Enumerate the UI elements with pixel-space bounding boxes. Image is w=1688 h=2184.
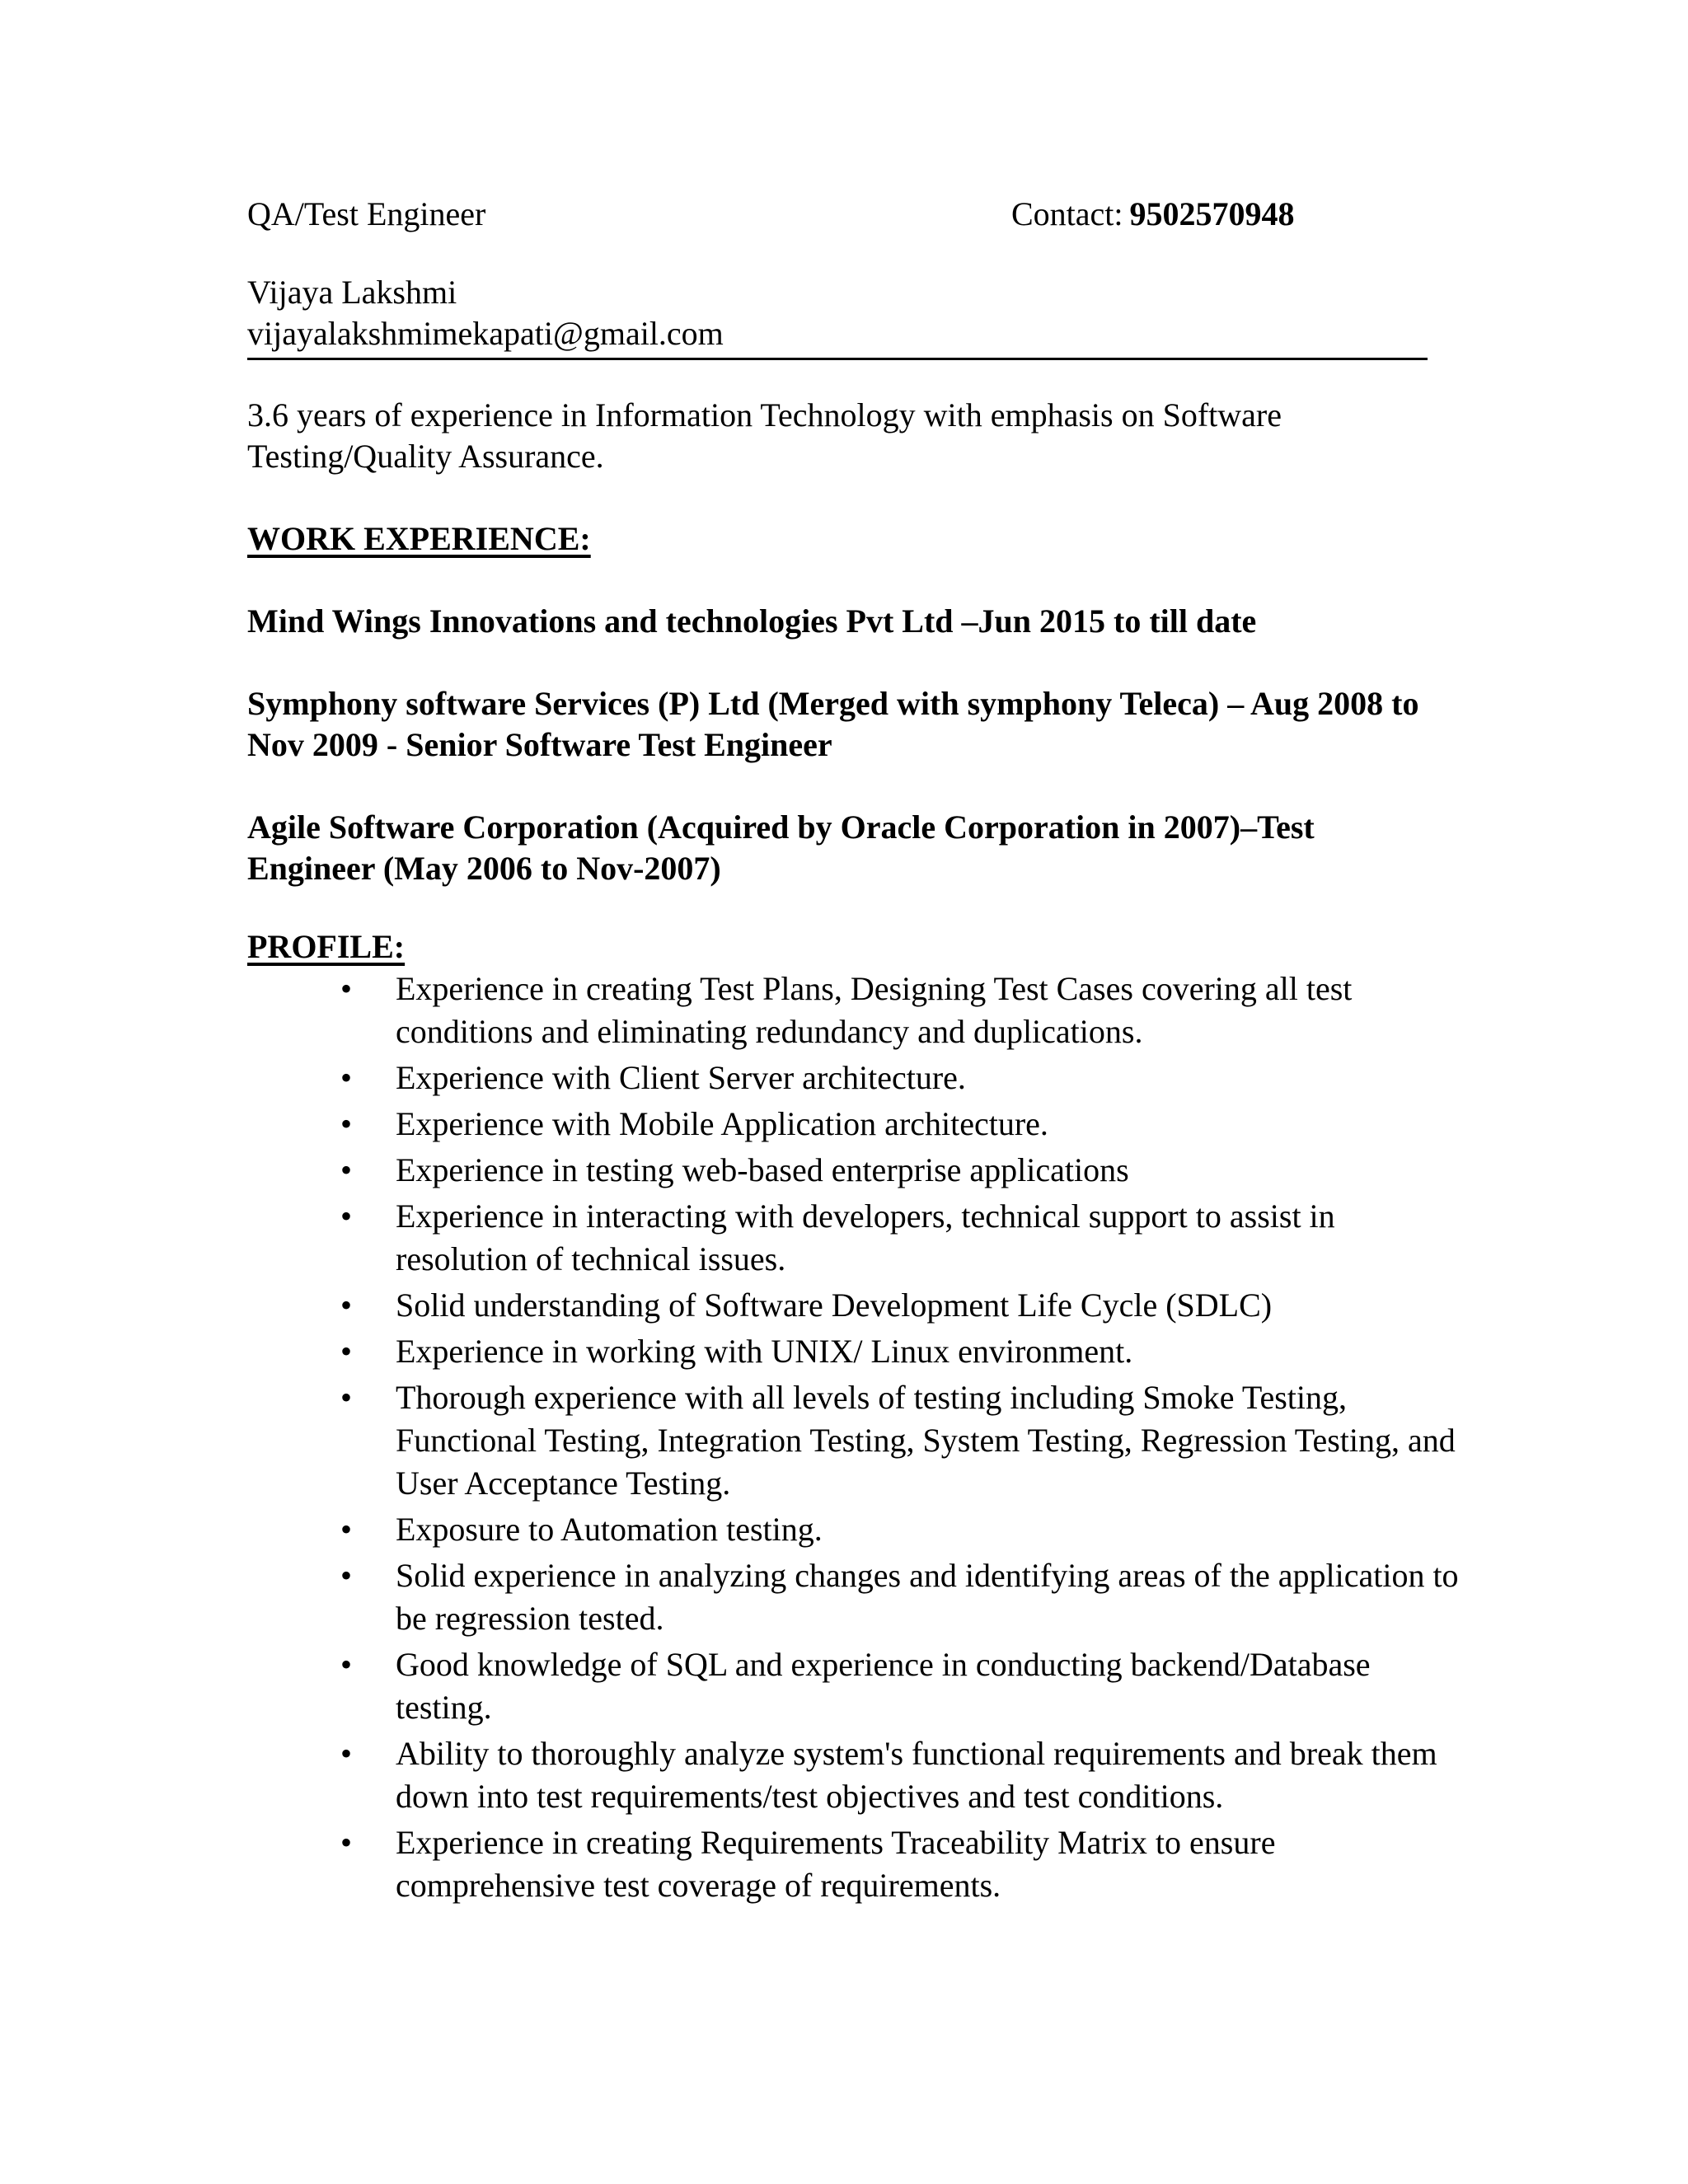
profile-item: [334, 1821, 1471, 1907]
bullet-icon: •: [340, 970, 352, 1007]
profile-item-text: Good knowledge of SQL and experience in conducting backend/Database testing.: [396, 1646, 1371, 1726]
profile-item-text: Exposure to Automation testing.: [396, 1511, 823, 1548]
job-entry: Agile Software Corporation (Acquired by Oracle Corporation in 2007)–Test Engineer (May 2006 to Nov-2007): [247, 808, 1315, 887]
profile-item: [334, 1284, 1471, 1327]
profile-item-text: Solid understanding of Software Development Life Cycle (SDLC): [396, 1286, 1273, 1324]
profile-item: [334, 1376, 1471, 1505]
profile-item-text: Experience in working with UNIX/ Linux environment.: [396, 1333, 1133, 1370]
resume-page: [247, 194, 1459, 1910]
profile-item-text: Experience with Client Server architecture.: [396, 1059, 966, 1096]
bullet-icon: •: [340, 1105, 352, 1142]
profile-item: [334, 1149, 1471, 1192]
profile-item: [334, 1330, 1471, 1373]
profile-item-text: Experience with Mobile Application architecture.: [396, 1105, 1048, 1142]
profile-item: [334, 1195, 1471, 1281]
bullet-icon: •: [340, 1646, 352, 1683]
profile-item-text: Ability to thoroughly analyze system's functional requirements and break them down into test requirements/test objectives and test conditions.: [396, 1735, 1437, 1815]
bullet-icon: •: [340, 1286, 352, 1324]
candidate-email: vijayalakshmimekapati@gmail.com: [247, 313, 1428, 360]
profile-item-text: Experience in testing web-based enterprise applications: [396, 1151, 1129, 1188]
bullet-icon: •: [340, 1151, 352, 1188]
job-entry: Mind Wings Innovations and technologies Pvt Ltd –Jun 2015 to till date: [247, 602, 1257, 640]
profile-item-text: Experience in creating Test Plans, Designing Test Cases covering all test conditions and eliminating redundancy and duplications.: [396, 970, 1353, 1050]
header-row: [247, 194, 1428, 235]
profile-item: [334, 1103, 1471, 1146]
bullet-icon: •: [340, 1333, 352, 1370]
profile-item: [334, 1732, 1471, 1818]
experience-summary: 3.6 years of experience in Information Technology with emphasis on Software Testing/Quality Assurance.: [247, 396, 1282, 475]
bullet-icon: •: [340, 1557, 352, 1594]
bullet-icon: •: [340, 1059, 352, 1096]
bullet-icon: •: [340, 1824, 352, 1861]
work-experience-heading: WORK EXPERIENCE:: [247, 520, 591, 557]
profile-item: [334, 968, 1471, 1053]
profile-item-text: Thorough experience with all levels of testing including Smoke Testing, Functional Testing, Integration Testing, System Testing, Regression Testing, and User Acceptance Testing.: [396, 1379, 1456, 1502]
profile-list: [247, 968, 1471, 1907]
contact-label: Contact:: [1011, 195, 1123, 232]
profile-item: [334, 1554, 1471, 1640]
contact-info: [1011, 194, 1428, 235]
profile-item-text: Experience in creating Requirements Traceability Matrix to ensure comprehensive test coverage of requirements.: [396, 1824, 1276, 1904]
profile-item: [334, 1643, 1471, 1729]
profile-item-text: Experience in interacting with developers, technical support to assist in resolution of technical issues.: [396, 1197, 1335, 1277]
job-entry: Symphony software Services (P) Ltd (Merged with symphony Teleca) – Aug 2008 to Nov 2009 - Senior Software Test Engineer: [247, 685, 1419, 763]
bullet-icon: •: [340, 1735, 352, 1772]
profile-item-text: Solid experience in analyzing changes and identifying areas of the application to be regression tested.: [396, 1557, 1459, 1637]
bullet-icon: •: [340, 1511, 352, 1548]
candidate-name: Vijaya Lakshmi: [247, 274, 457, 311]
contact-number: 9502570948: [1129, 195, 1295, 232]
profile-item: [334, 1057, 1471, 1099]
role-title: QA/Test Engineer: [247, 195, 486, 232]
profile-item: [334, 1508, 1471, 1551]
profile-heading: PROFILE:: [247, 928, 406, 965]
bullet-icon: •: [340, 1379, 352, 1416]
bullet-icon: •: [340, 1197, 352, 1235]
